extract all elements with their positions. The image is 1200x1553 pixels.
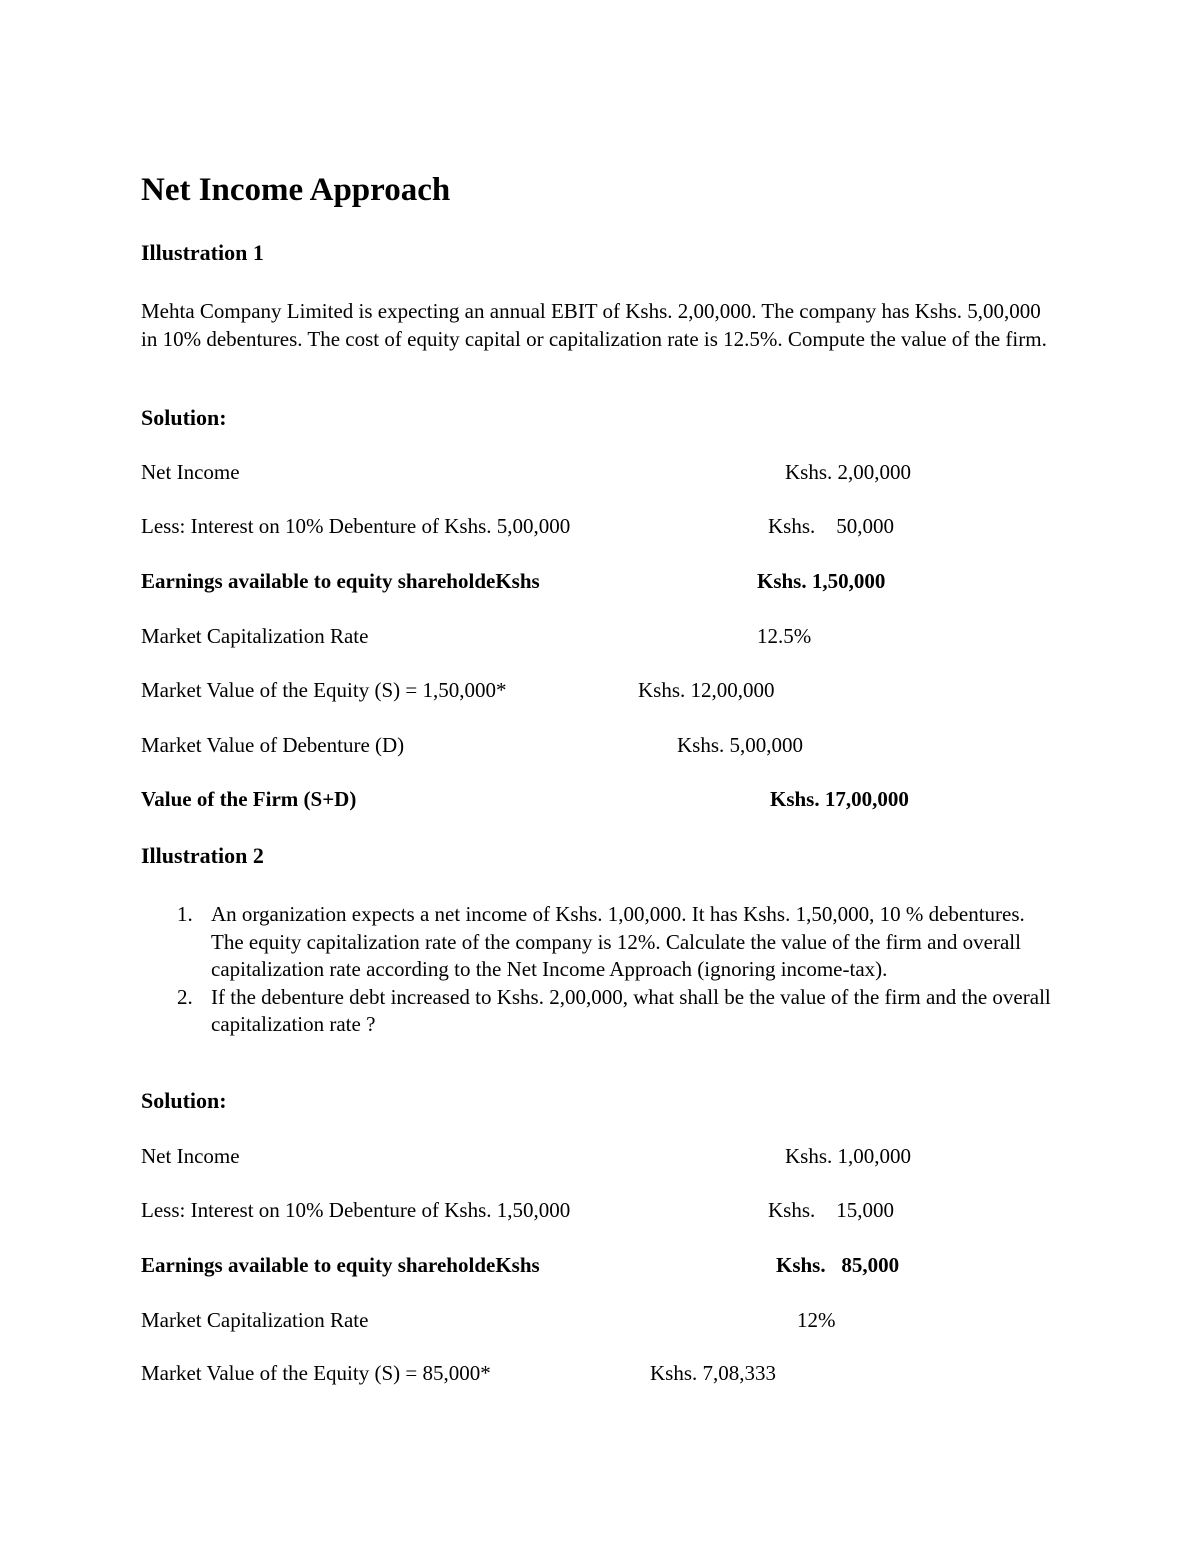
row-label: Market Value of Debenture (D) (141, 733, 405, 757)
illustration-1-heading: Illustration 1 (141, 240, 264, 265)
row-value: 12% (797, 1308, 836, 1332)
row-value: Kshs. 85,000 (776, 1253, 900, 1277)
row-label: Net Income (141, 460, 240, 484)
row-label: Less: Interest on 10% Debenture of Kshs. 5,00,000 (141, 514, 571, 538)
row-label: Market Value of the Equity (S) = 85,000* (141, 1361, 491, 1385)
row-value: Kshs. 2,00,000 (785, 460, 912, 484)
row-label: Earnings available to equity shareholdeKshs (141, 569, 540, 593)
row-value: Kshs. 15,000 (768, 1198, 895, 1222)
illustration-1-paragraph: Mehta Company Limited is expecting an annual EBIT of Kshs. 2,00,000. The company has Kshs. 5,00,000 in 10% debentures. The cost of equity capital or capitalization rate is 12.5%. Compute the value of the firm. (141, 299, 1047, 351)
solution-1-label: Solution: (141, 405, 227, 430)
row-value: Kshs. 1,00,000 (785, 1144, 912, 1168)
row-value: 12.5% (757, 624, 812, 648)
illustration-2-heading: Illustration 2 (141, 843, 264, 868)
row-label: Less: Interest on 10% Debenture of Kshs. 1,50,000 (141, 1198, 571, 1222)
row-value: Kshs. 12,00,000 (638, 678, 775, 702)
list-number: 1. (177, 902, 193, 926)
row-label: Earnings available to equity shareholdeKshs (141, 1253, 540, 1277)
illustration-2-list (141, 901, 1061, 1039)
list-item (141, 984, 1061, 1039)
row-value: Kshs. 17,00,000 (770, 787, 909, 811)
row-value: Kshs. 1,50,000 (757, 569, 886, 593)
list-text: An organization expects a net income of Kshs. 1,00,000. It has Kshs. 1,50,000, 10 % debentures. The equity capitalization rate of the company is 12%. Calculate the value of the firm and overall capitalization rate according to the Net Income Approach (ignoring income-tax). (211, 902, 1025, 981)
row-value: Kshs. 7,08,333 (650, 1361, 777, 1385)
row-label: Market Capitalization Rate (141, 624, 369, 648)
row-label: Net Income (141, 1144, 240, 1168)
row-value: Kshs. 50,000 (768, 514, 895, 538)
list-item (141, 901, 1061, 984)
solution-2-label: Solution: (141, 1088, 227, 1113)
row-value: Kshs. 5,00,000 (677, 733, 804, 757)
list-text: If the debenture debt increased to Kshs. 2,00,000, what shall be the value of the firm and the overall capitalization rate ? (211, 984, 1051, 1036)
row-label: Market Value of the Equity (S) = 1,50,000* (141, 678, 507, 702)
page-title: Net Income Approach (141, 172, 451, 208)
row-label: Value of the Firm (S+D) (141, 787, 357, 811)
row-label: Market Capitalization Rate (141, 1308, 369, 1332)
list-number: 2. (177, 984, 193, 1009)
